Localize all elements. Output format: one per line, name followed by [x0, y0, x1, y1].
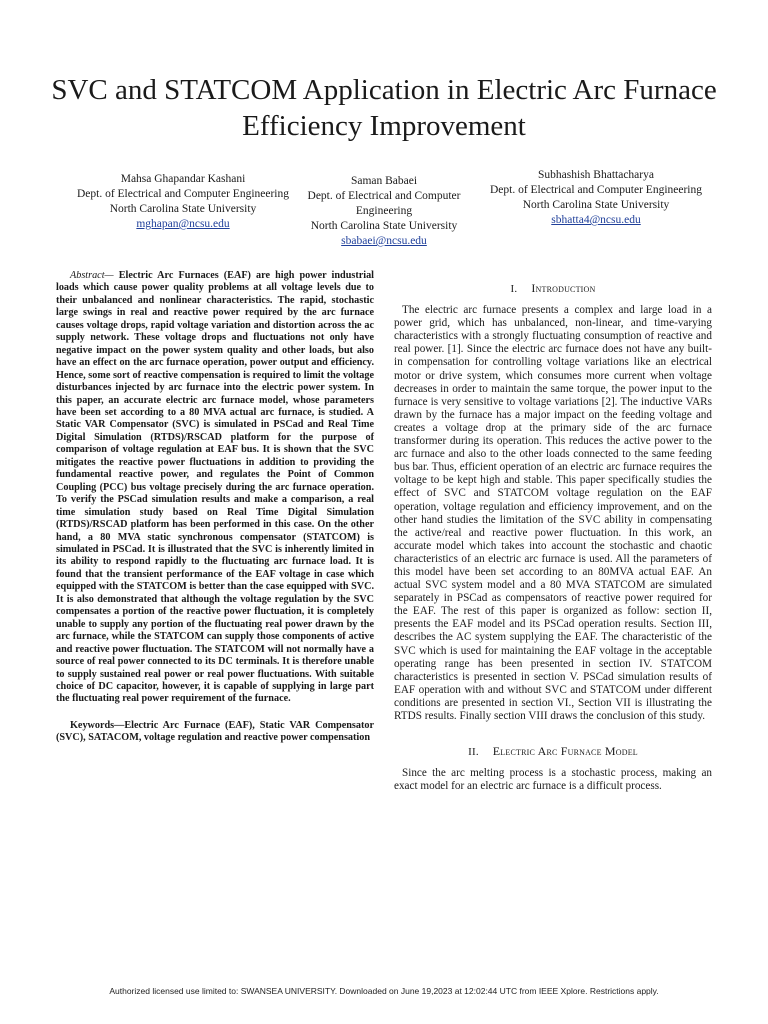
right-column: [394, 282, 712, 793]
author-block: [0, 168, 768, 258]
section-number: I.: [510, 283, 518, 295]
author-dept: Dept. of Electrical and Computer Engineering: [489, 184, 703, 196]
section-body-2: Since the arc melting process is a stochastic process, making an exact model for an electric arc furnace is a difficult process.: [394, 767, 712, 793]
author-name: Subhashish Bhattacharya: [538, 169, 654, 181]
abstract: [56, 270, 374, 706]
paper-title: SVC and STATCOM Application in Electric Arc Furnace Efficiency Improvement: [51, 74, 717, 142]
keywords: Keywords—Electric Arc Furnace (EAF), Static VAR Compensator (SVC), SATACOM, voltage regulation and reactive power compensation: [56, 719, 374, 744]
author-3: [486, 168, 706, 228]
section-title: Electric Arc Furnace Model: [492, 744, 638, 759]
author-name: Saman Babaei: [350, 175, 418, 187]
license-footer: Authorized licensed use limited to: SWANSEA UNIVERSITY. Downloaded on June 19,2023 at 12:02:44 UTC from IEEE Xplore. Restrictions apply.: [109, 986, 659, 996]
section-body-1: The electric arc furnace presents a complex and large load in a power grid, which has unbalanced, non-linear, and time-varying characteristics with a strongly fluctuating consumption of reactive and real power. [1]. Since the electric arc furnace does not have any built-in compensation for controlling voltage variations like an electrical motor or drive system, which consumes more current when voltage decreases in order to maintain the same torque, the power input to the furnace is very sensitive to voltage variations [2]. The inductive VARs drawn by the furnace has a major impact on the feeding voltage and creates a voltage drop at the primary side of the arc furnace transformer during its operation. This reduces the active power to the arc furnace and also to the other loads connected to the same feeding bus bar. Thus, efficient operation of an electric arc furnace requires the voltage to be kept high and stable. This paper specifically studies the effect of SVC and STATCOM voltage regulation on the EAF operation, voltage regulation and efficiency improvement, and on the other hand studies the limitation of the SVC ability in compensating the active/real and reactive power fluctuation. In this work, an accurate model which takes into account the stochastic and chaotic characteristics of an electric arc furnace is used. All the parameters of this model have been set according to an 80MVA actual EAF. An actual SVC system model and a 80 MVA STATCOM are simulated separately in PSCad as compensators of reactive power required for the EAF. The rest of this paper is organized as follow: section II, presents the EAF model and its PSCad operation results. Section III, describes the AC system supplying the EAF. The characteristic of the SVC which is used for maintaining the EAF voltage in the acceptable operating range has been presented in section IV. STATCOM characteristics is presented in section V. PSCad simulation results of EAF operation with and without SVC and STATCOM under different conditions are presented in section VI., Section VII is illustrating the RTDS results. Finally section VIII draws the conclusion of this study.: [394, 304, 712, 722]
author-email-link[interactable]: mghapan@ncsu.edu: [136, 218, 230, 230]
author-university: North Carolina State University: [310, 220, 458, 232]
author-dept: Dept. of Electrical and Computer Engineering: [76, 188, 290, 200]
section-heading-1: [394, 282, 712, 296]
author-2: [279, 174, 489, 249]
author-email-link[interactable]: sbabaei@ncsu.edu: [341, 235, 427, 247]
left-column: [56, 270, 374, 745]
section-number: II.: [468, 746, 479, 759]
section-heading-2: [394, 745, 712, 759]
author-1: [68, 172, 298, 232]
author-email-link[interactable]: sbhatta4@ncsu.edu: [551, 214, 641, 226]
abstract-label: Abstract—: [70, 270, 114, 281]
author-name: Mahsa Ghapandar Kashani: [120, 173, 246, 185]
author-dept: Dept. of Electrical and Computer Engineering: [307, 190, 461, 217]
section-title: Introduction: [531, 281, 596, 295]
abstract-text: Electric Arc Furnaces (EAF) are high power industrial loads which cause power quality problems at all voltage levels due to their unbalanced and nonlinear characteristics. The rapid, stochastic large swings in real and reactive power required by the arc furnace causes voltage drops, rapid voltage variation and distortion across the ac supply network. These voltage drops and fluctuations not only have negative impact on the power system quality and other loads, but also have an effect on the arc furnace operation, power output and efficiency. Hence, some sort of reactive compensation is required to limit the voltage disturbances injected by arc furnace into the electric power system. In this paper, an accurate electric arc furnace model, whose parameters have been set according to a 80 MVA actual arc furnace, is studied. A Static VAR Compensator (SVC) is simulated in PSCad and Real Time Digital Simulation (RTDS)/RSCAD platform for the purpose of comparison of voltage regulation at EAF bus. It is shown that the SVC mitigates the reactive power fluctuations in addition to providing the fundamental reactive power, and regulates the Point of Common Coupling (PCC) bus voltage precisely during the arc furnace operation. To verify the PSCad simulation results and make a comparison, a real time simulation study based on Real Time Digital Simulation (RTDS)/RSCAD platform has been performed in this case. On the other hand, a 80 MVA static synchronous compensator (STATCOM) is simulated in PSCad. It is illustrated that the SVC is inherently limited in its ability to respond rapidly to the fluctuating arc furnace load. It is found that the transient performance of the EAF voltage in case which equipped with the STATCOM is better than the case equipped with SVC. It is also demonstrated that although the voltage regulation by the SVC compensates a portion of the reactive power fluctuation, it is completely unable to supply any portion of the fluctuating real power drawn by the arc furnace, while the STATCOM can supply those components of active and reactive power fluctuation. The STATCOM will not normally have a source of real power connected to its DC terminals. It is therefore unable to supply sustained real power or real power fluctuations. With suitable choice of DC capacitor, however, it is capable of supplying in large part the fluctuating real power requirement of the furnace.: [56, 270, 374, 705]
author-university: North Carolina State University: [109, 203, 257, 215]
author-university: North Carolina State University: [522, 199, 670, 211]
